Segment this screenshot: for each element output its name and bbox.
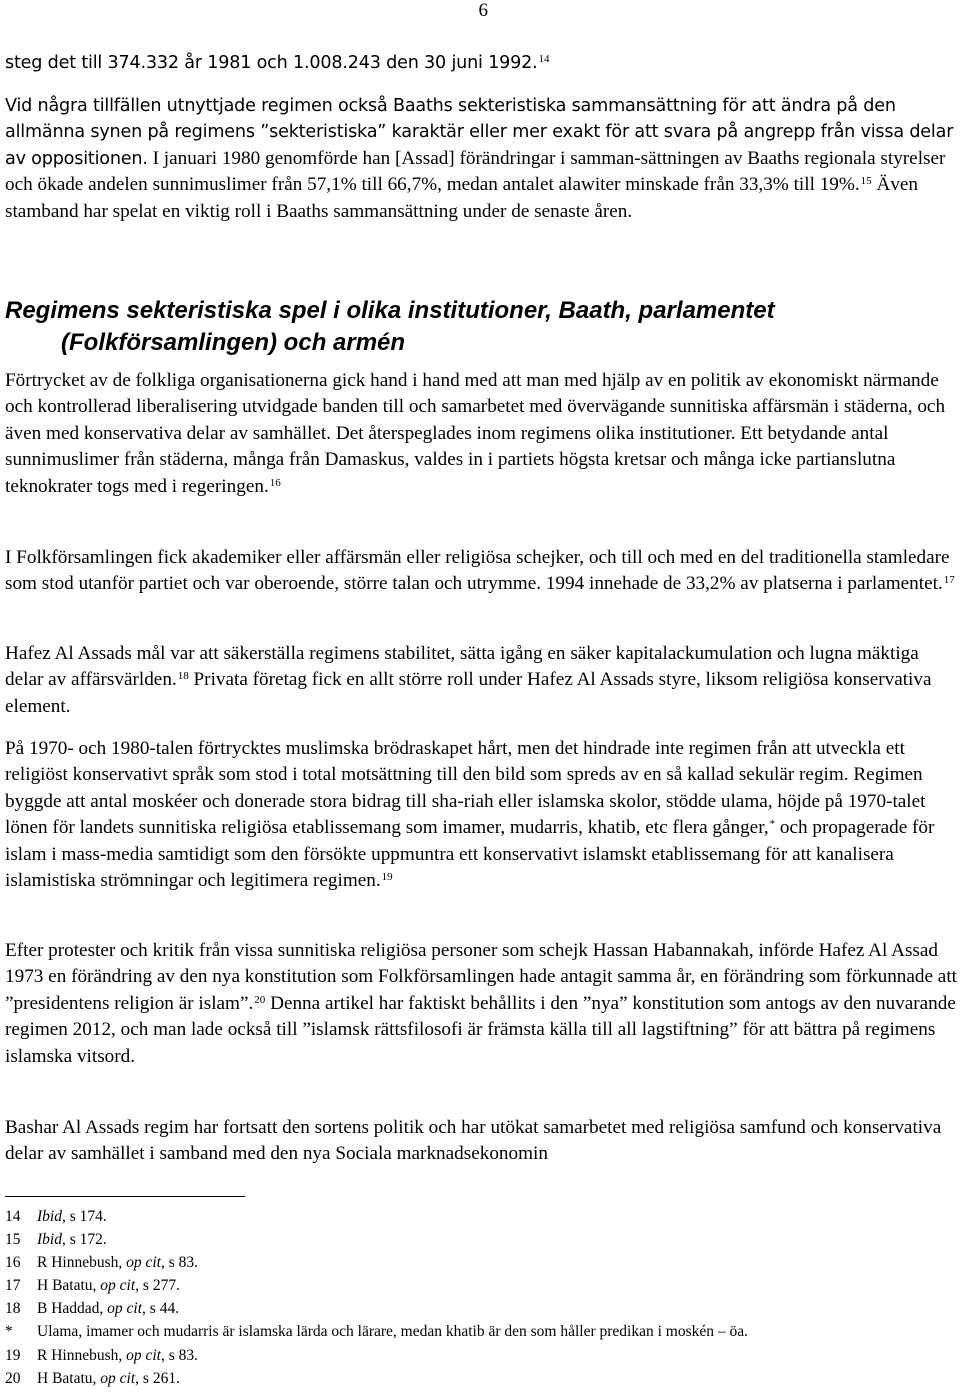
- footnote-ref: 15: [860, 175, 872, 188]
- paragraph-continuation: steg det till 374.332 år 1981 och 1.008.243 den 30 juni 1992.14: [5, 53, 550, 73]
- footnote: 20 H Batatu, op cit, s 261.: [5, 1370, 180, 1387]
- paragraph-folkforsamlingen: I Folkförsamlingen fick akademiker eller affärsmän eller religiösa schejker, och till och med en del traditionella stamledare som stod utanför partiet och var oberoende, större talan och utrymme. 1994 innehade de 33,2% av platserna i parlamentet.$^{17}$: [5, 547, 955, 595]
- footnote: 16 R Hinnebush, op cit, s 83.: [5, 1254, 199, 1271]
- footnote: 18 B Haddad, op cit, s 44.: [5, 1300, 180, 1317]
- paragraph-bashar: Bashar Al Assads regim har fortsatt den sortens politik och har utökat samarbetet med religiösa samfund och konservativa delar av samhället i samband med den nya Sociala marknadsekonomin: [5, 1117, 942, 1165]
- footnote-ref: 18: [177, 670, 189, 683]
- paragraph-baath: Vid några tillfällen utnyttjade regimen också Baaths sekteristiska sammansättning för att ändra på den allmänna synen på regimens ”sekteristiska” karaktär eller mer exakt för att svara på angrepp från vissa delar av oppositionen. I januari 1980 genomförde han [Assad] förändringar i samman-sättningen av Baaths regionala styrelser och ökade andelen sunnimuslimer från 57,1% till 66,7%, medan antalet alawiter minskade från 33,3% till 19%.$^{15}$ Även stamband har spelat en viktig roll i Baaths sammansättning under de senaste åren.: [5, 96, 954, 222]
- footnote: 14 Ibid, s 174.: [5, 1208, 107, 1225]
- footnote-ref: 19: [381, 871, 393, 884]
- paragraph-hafez-goals: Hafez Al Assads mål var att säkerställa regimens stabilitet, sätta igång en säker kapitalackumulation och lugna mäktiga delar av affärsvärlden.$^{18}$ Privata företag fick en allt större roll under Hafez Al Assads styre, liksom religiösa konservativa element.: [5, 643, 932, 717]
- paragraph-brotherhood: På 1970- och 1980-talen förtrycktes muslimska brödraskapet hårt, men det hindrade inte regimen från att utveckla ett religiöst konservativt språk som stod i total motsättning till den bild som spreds av en så kallad sekulär regim. Regimen byggde att antal moskéer och donerade stora bidrag till sha-riah eller islamska skolor, stödde ulama, höjde på 1970-talet lönen för landets sunnitiska religiösa etablissemang som imamer, mudarris, khatib, etc flera gånger,* och propagerade för islam i mass-media samtidigt som den försökte uppmuntra ett konservativt islamskt etablissemang för att kanalisera islamistiska strömningar och legitimera regimen.$^{19}$: [5, 738, 935, 892]
- footnote: 17 H Batatu, op cit, s 277.: [5, 1277, 180, 1294]
- page-number: 6: [478, 0, 488, 21]
- footnote-ref: 16: [269, 476, 281, 489]
- footnote-ref: 14: [538, 53, 550, 65]
- paragraph-constitution: Efter protester och kritik från vissa sunnitiska religiösa personer som schejk Hassan Habannakah, införde Hafez Al Assad 1973 en förändring av den nya konstitution som Folkförsamlingen hade antagit samma år, en förändring som förkunnade att ”presidentens religion är islam”.$^{20}$ Denna artikel har faktiskt behållits i den ”nya” konstitution som antogs av den nuvarande regimen 2012, och man lade också till ”islamsk rättsfilosofi är främsta källa till all lagstiftning” för att bättra på regimens islamska vitsord.: [5, 940, 957, 1067]
- footnote: 15 Ibid, s 172.: [5, 1231, 107, 1248]
- footnote-ref: 17: [943, 574, 955, 587]
- footnote: * Ulama, imamer och mudarris är islamska lärda och lärare, medan khatib är den som håller predikan i moskén – öa.: [5, 1323, 749, 1340]
- footnote-ref: *: [769, 818, 776, 831]
- footnote-ref: 20: [254, 993, 266, 1006]
- paragraph-oppression: Förtrycket av de folkliga organisationerna gick hand i hand med att man med hjälp av en politik av ekonomiskt närmande och kontrollerad liberalisering utvidgade banden till och samarbetet med övervägande sunnitiska affärsmän i städerna, och även med konservativa delar av samhället. Det återspeglades inom regimens olika institutioner. Ett betydande antal sunnimuslimer från städerna, många från Damaskus, valdes in i partiets högsta kretsar och många icke partianslutna teknokrater togs med i regeringen.$^{16}$: [5, 370, 946, 497]
- footnote: 19 R Hinnebush, op cit, s 83.: [5, 1347, 199, 1364]
- footnote-separator: [5, 1196, 245, 1197]
- section-heading: Regimens sekteristiska spel i olika institutioner, Baath, parlamentet (Folkförsamlingen) och armén: [5, 297, 775, 356]
